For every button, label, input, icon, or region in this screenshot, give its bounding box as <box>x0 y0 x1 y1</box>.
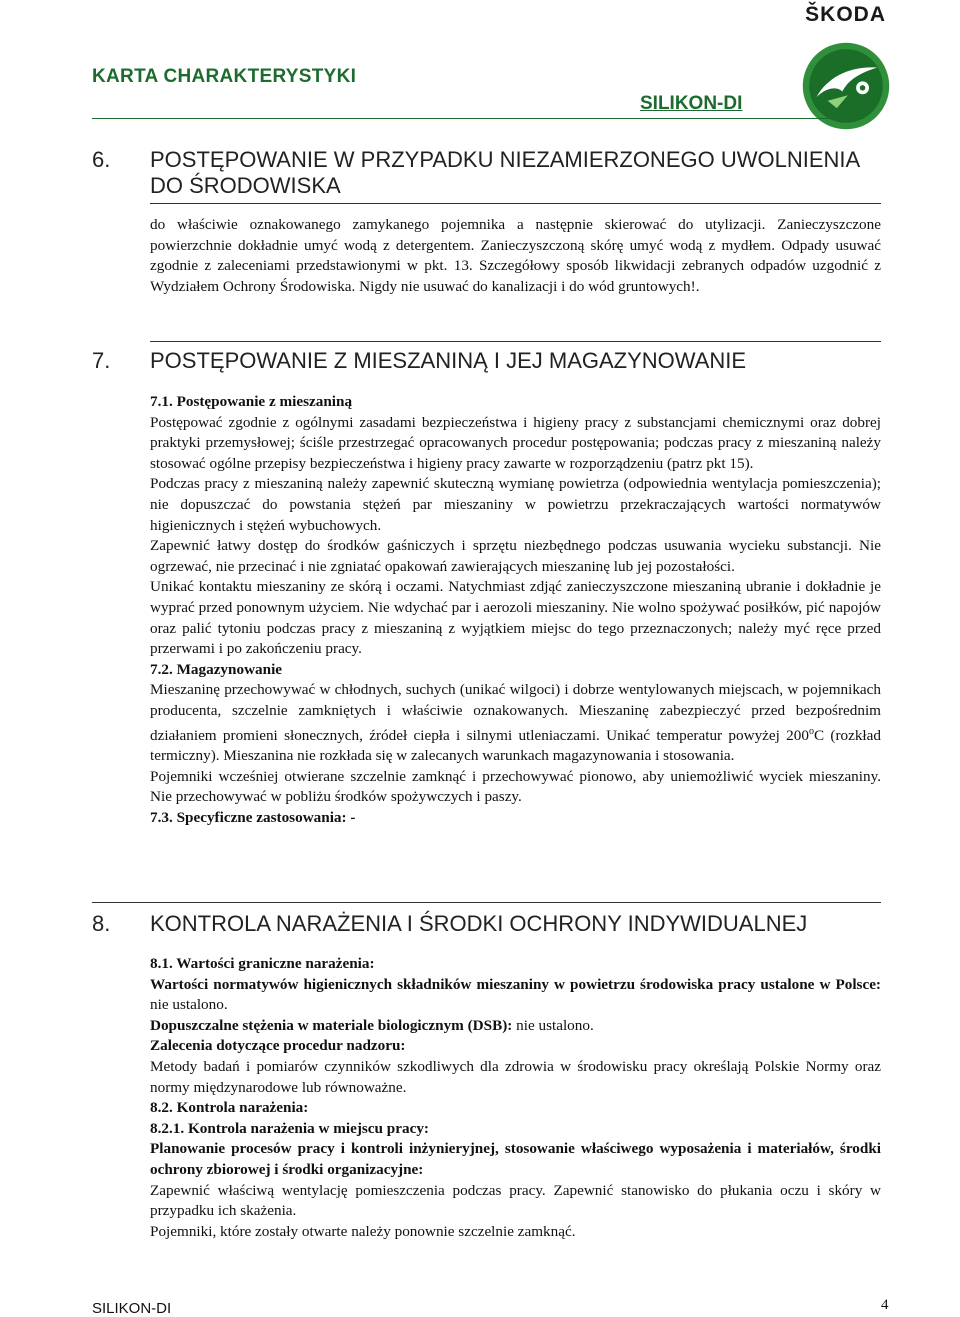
section-divider <box>92 902 881 903</box>
paragraph: Zapewnić właściwą wentylację pomieszczenia podczas pracy. Zapewnić stanowisko do płukania oczu i skóry w przypadku ich skażenia. <box>150 1181 881 1220</box>
subsection-heading: 7.1. Postępowanie z mieszaniną <box>150 393 353 410</box>
subsection-heading: 7.3. Specyficzne zastosowania: - <box>150 808 356 826</box>
section-title: POSTĘPOWANIE W PRZYPADKU NIEZAMIERZONEGO UWOLNIENIA DO ŚRODOWISKA <box>150 147 861 198</box>
section-number: 8. <box>92 911 111 936</box>
paragraph: Pojemniki wcześniej otwierane szczelnie zamknąć i przechowywać pionowo, aby uniemożliwić wyciek mieszaniny. Nie przechowywać w pobliżu środków spożywczych i paszy. <box>150 767 881 806</box>
brand-wordmark: ŠKODA <box>805 3 886 26</box>
section-8-heading <box>92 911 807 937</box>
section-7-body <box>150 392 881 829</box>
subsection-heading: Planowanie procesów pracy i kontroli inżynieryjnej, stosowanie właściwego wyposażenia i materiałów, środki ochrony zbiorowej i środki organizacyjne: <box>150 1140 881 1178</box>
section-title: KONTROLA NARAŻENIA I ŚRODKI OCHRONY INDYWIDUALNEJ <box>150 911 808 936</box>
paragraph: Zapewnić łatwy dostęp do środków gaśniczych i sprzętu niezbędnego podczas usuwania wycieku substancji. Nie ogrzewać, nie przecinać i nie zgniatać opakowań zawierających mieszaninę lub jej pozostałości. <box>150 537 881 575</box>
subsection-heading: 8.1. Wartości graniczne narażenia: <box>150 955 375 972</box>
paragraph: Dopuszczalne stężenia w materiale biologicznym (DSB): nie ustalono. <box>150 1016 594 1034</box>
paragraph: Pojemniki, które zostały otwarte należy ponownie szczelnie zamknąć. <box>150 1222 576 1240</box>
section-8-body <box>150 954 881 1242</box>
paragraph: do właściwie oznakowanego zamykanego pojemnika a następnie skierować do utylizacji. Zanieczyszczone powierzchnie dokładnie umyć wodą z detergentem. Zanieczyszczoną skórę umyć wodą z mydłem. Odpady usuwać zgodnie z zaleceniami przedstawionymi w pkt. 13. Szczegółowy sposób likwidacji zebranych odpadów uzgodnić z Wydziałem Ochrony Środowiska. Nigdy nie usuwać do kanalizacji i do wód gruntowych!. <box>150 216 881 295</box>
page-number: 4 <box>881 1297 889 1313</box>
document-title: KARTA CHARAKTERYSTYKI <box>92 66 357 87</box>
paragraph: Wartości normatywów higienicznych składników mieszaniny w powietrzu środowiska pracy ustalone w Polsce: nie ustalono. <box>150 975 881 1014</box>
section-divider <box>150 341 881 342</box>
paragraph: Postępować zgodnie z ogólnymi zasadami bezpieczeństwa i higieny pracy z substancjami chemicznymi oraz dobrej praktyki przemysłowej; ściśle przestrzegać opracowanych procedur postępowania; podczas pracy z mieszaniną należy stosować ogólne przepisy bezpieczeństwa i higieny pracy zawarte w rozporządzeniu (patrz pkt 15). <box>150 413 881 472</box>
section-number: 7. <box>92 348 111 373</box>
paragraph: Metody badań i pomiarów czynników szkodliwych dla zdrowia w środowisku pracy określają Polskie Normy oraz normy międzynarodowe lub równoważne. <box>150 1057 881 1096</box>
section-6-body <box>150 215 881 297</box>
subsection-heading: 8.2.1. Kontrola narażenia w miejscu pracy: <box>150 1119 429 1137</box>
subsection-heading: Zalecenia dotyczące procedur nadzoru: <box>150 1037 406 1055</box>
paragraph: Mieszaninę przechowywać w chłodnych, suchych (unikać wilgoci) i dobrze wentylowanych miejscach, w pojemnikach producenta, szczelnie zamkniętych i właściwie oznakowanych. Mieszaninę zabezpieczyć przed bezpośrednim działaniem promieni słonecznych, źródeł ciepła i silnymi utleniaczami. Unikać temperatur powyżej 200$^o$C (rozkład termiczny). Mieszanina nie rozkłada się w zalecanych warunkach magazynowania i stosowania. <box>150 681 881 765</box>
section-number: 6. <box>92 147 111 172</box>
section-title: POSTĘPOWANIE Z MIESZANINĄ I JEJ MAGAZYNOWANIE <box>150 348 747 373</box>
section-divider <box>150 203 881 204</box>
footer-product-name: SILIKON-DI <box>92 1300 172 1317</box>
header-divider <box>92 118 864 119</box>
subsection-heading: 8.2. Kontrola narażenia: <box>150 1099 309 1117</box>
product-name: SILIKON-DI <box>640 93 743 114</box>
paragraph: Podczas pracy z mieszaniną należy zapewnić skuteczną wymianę powietrza (odpowiednia wentylacja pomieszczenia); nie dopuszczać do powstania stężeń par mieszaniny w powietrzu przekraczających wartości normatywów higienicznych i stężeń wybuchowych. <box>150 475 881 534</box>
section-7-heading <box>92 348 746 374</box>
paragraph: Unikać kontaktu mieszaniny ze skórą i oczami. Natychmiast zdjąć zanieczyszczone mieszaniną ubranie i dokładnie je wyprać przed ponownym użyciem. Nie wdychać par i aerozoli mieszaniny. Nie wolno spożywać posiłków, pić napojów oraz palić tytoniu podczas pracy z mieszaniną z wyjątkiem miejsc do tego przeznaczonych; należy myć ręce przed przerwami i po zakończeniu pracy. <box>150 578 881 658</box>
section-6-heading <box>92 147 860 199</box>
subsection-heading: 7.2. Magazynowanie <box>150 660 283 678</box>
